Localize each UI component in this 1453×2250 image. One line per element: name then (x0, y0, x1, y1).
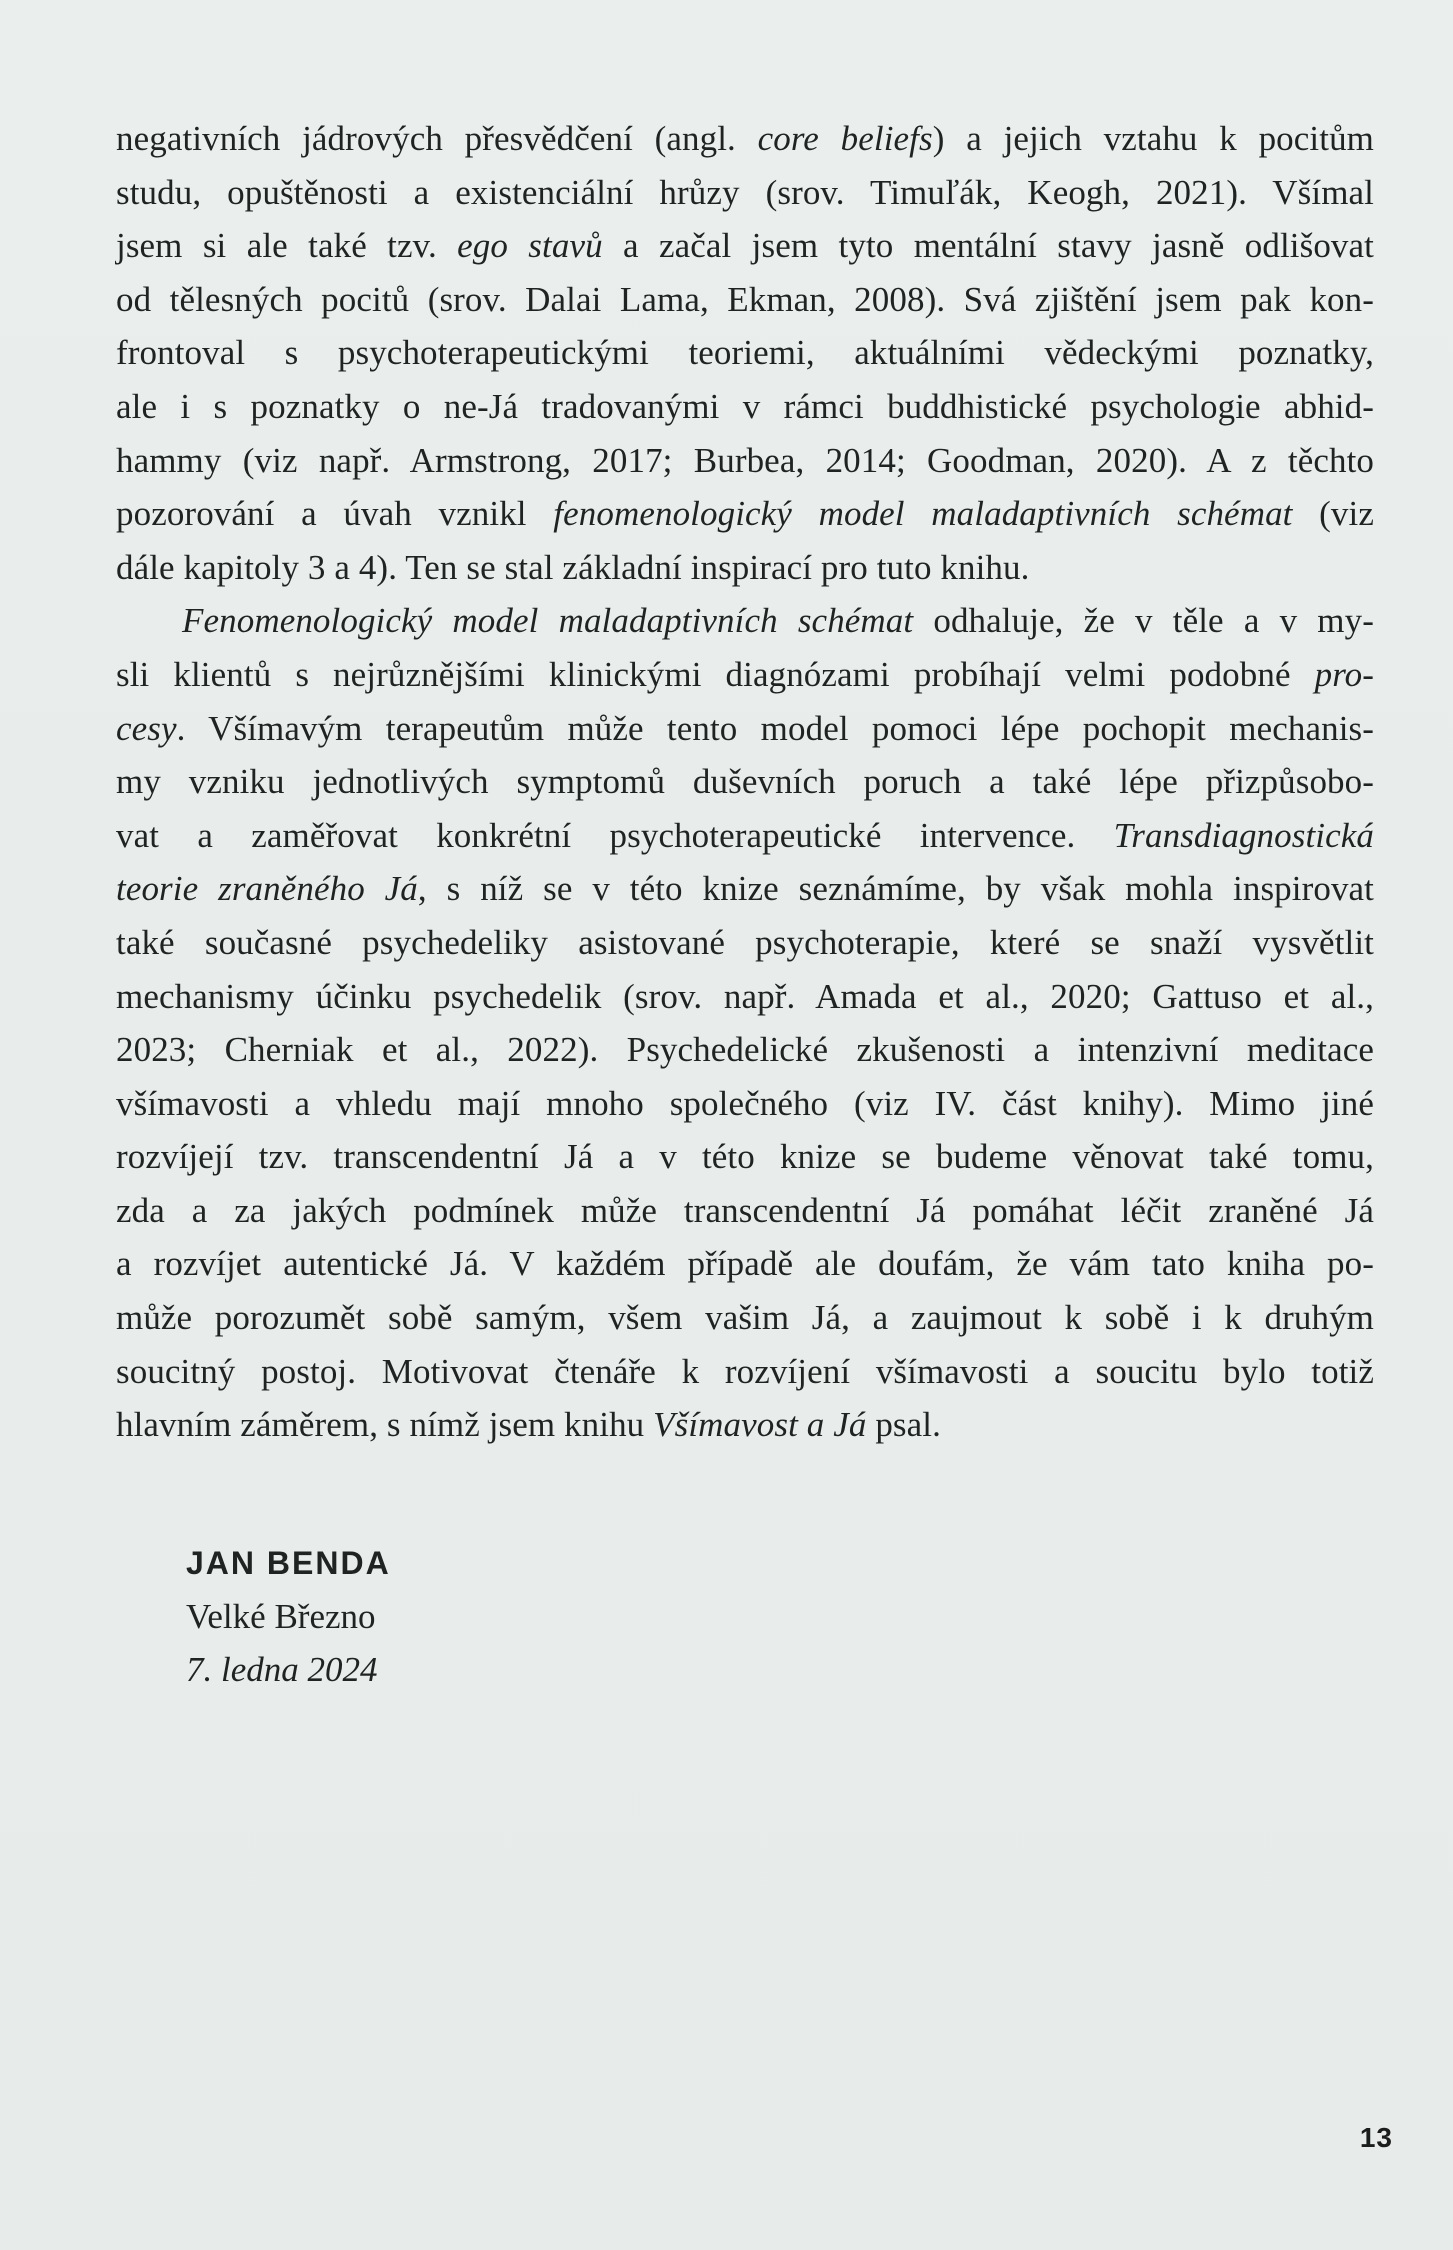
text-line (116, 1023, 1374, 1077)
text-segment: dále kapitoly 3 a 4). Ten se stal základní inspirací pro tuto knihu. (116, 547, 1030, 587)
text-line (116, 1345, 1374, 1399)
text-line (116, 970, 1374, 1024)
text-line (116, 1291, 1374, 1345)
signature-place: Velké Březno (186, 1597, 376, 1636)
text-segment: hammy (viz např. Armstrong, 2017; Burbea, 2014; Goodman, 2020). A z těchto (116, 440, 1374, 480)
italic-segment: cesy (116, 708, 177, 748)
italic-segment: core beliefs (757, 119, 933, 158)
text-line (116, 862, 1374, 916)
text-line (116, 1077, 1374, 1131)
text-line (116, 326, 1374, 380)
body-text (116, 112, 1374, 1452)
italic-segment: teorie zraněného Já (116, 869, 418, 909)
text-segment: psal. (866, 1405, 941, 1445)
text-line (116, 755, 1374, 809)
text-line (116, 434, 1374, 488)
text-segment: rozvíjejí tzv. transcendentní Já a v této knize se budeme věnovat také tomu, (116, 1137, 1374, 1177)
author-name: JAN BENDA (186, 1545, 391, 1581)
text-segment: také současné psychedeliky asistované psychoterapie, které se snaží vysvětlit (116, 922, 1374, 962)
text-line (116, 1130, 1374, 1184)
text-segment: a začal jsem tyto mentální stavy jasně odlišovat (602, 226, 1374, 266)
text-segment: frontoval s psychoterapeutickými teoriemi, aktuálními vědeckými poznatky, (116, 333, 1374, 373)
text-line (116, 487, 1374, 541)
text-line (116, 594, 1374, 648)
text-segment: hlavním záměrem, s nímž jsem knihu (116, 1405, 654, 1445)
text-segment: , s níž se v této knize seznámíme, by však mohla inspirovat (417, 869, 1374, 909)
text-line (116, 380, 1374, 434)
text-segment: jsem si ale také tzv. (116, 226, 458, 266)
text-segment: pozorování a úvah vznikl (116, 494, 554, 534)
italic-segment: fenomenologický model maladaptivních schémat (553, 494, 1293, 534)
text-segment: ale i s poznatky o ne-Já tradovanými v rámci buddhistické psychologie abhid- (116, 386, 1374, 426)
text-line (116, 166, 1374, 220)
text-line (116, 273, 1374, 327)
text-segment: (viz (1292, 494, 1374, 534)
text-segment: . Všímavým terapeutům může tento model pomoci lépe pochopit mechanis- (176, 708, 1374, 748)
text-line (116, 1184, 1374, 1238)
text-segment: my vzniku jednotlivých symptomů duševních poruch a také lépe přizpůsobo- (116, 762, 1374, 802)
signature-block (186, 1536, 391, 1696)
text-line (116, 219, 1374, 273)
text-line (116, 916, 1374, 970)
italic-segment: Fenomenologický model maladaptivních schémat (182, 601, 914, 641)
text-segment: ) a jejich vztahu k pocitům (932, 119, 1374, 158)
text-line (116, 541, 1374, 595)
text-line (116, 648, 1374, 702)
text-segment: zda a za jakých podmínek může transcendentní Já pomáhat léčit zraněné Já (116, 1190, 1374, 1230)
text-segment: studu, opuštěnosti a existenciální hrůzy (srov. Timuľák, Keogh, 2021). Všímal (116, 172, 1374, 212)
italic-segment: Všímavost a Já (653, 1405, 867, 1445)
text-line (116, 809, 1374, 863)
text-segment: soucitný postoj. Motivovat čtenáře k rozvíjení všímavosti a soucitu bylo totiž (116, 1351, 1374, 1391)
text-segment: od tělesných pocitů (srov. Dalai Lama, Ekman, 2008). Svá zjištění jsem pak kon- (116, 279, 1374, 319)
text-segment: 2023; Cherniak et al., 2022). Psychedelické zkušenosti a intenzivní meditace (116, 1030, 1374, 1070)
text-line (116, 1398, 1374, 1452)
text-line (116, 1237, 1374, 1291)
text-line (116, 702, 1374, 756)
text-segment: negativních jádrových přesvědčení (angl. (116, 119, 758, 158)
italic-segment: pro- (1314, 654, 1374, 694)
italic-segment: ego stavů (457, 226, 603, 266)
page-number: 13 (1359, 2122, 1393, 2153)
text-segment: vat a zaměřovat konkrétní psychoterapeutické intervence. (116, 815, 1114, 855)
text-segment: všímavosti a vhledu mají mnoho společného (viz IV. část knihy). Mimo jiné (116, 1083, 1374, 1123)
text-segment: sli klientů s nejrůznějšími klinickými diagnózami probíhají velmi podobné (116, 654, 1315, 694)
text-segment: může porozumět sobě samým, všem vašim Já, a zaujmout k sobě i k druhým (116, 1298, 1374, 1338)
text-segment: odhaluje, že v těle a v my- (913, 601, 1374, 641)
paragraph (116, 112, 1374, 594)
italic-segment: Transdiagnostická (1113, 815, 1374, 855)
text-line (116, 112, 1374, 166)
text-segment: mechanismy účinku psychedelik (srov. např. Amada et al., 2020; Gattuso et al., (116, 976, 1374, 1016)
text-segment: a rozvíjet autentické Já. V každém případě ale doufám, že vám tato kniha po- (116, 1244, 1374, 1284)
signature-date: 7. ledna 2024 (186, 1650, 378, 1689)
paragraph (116, 594, 1374, 1452)
